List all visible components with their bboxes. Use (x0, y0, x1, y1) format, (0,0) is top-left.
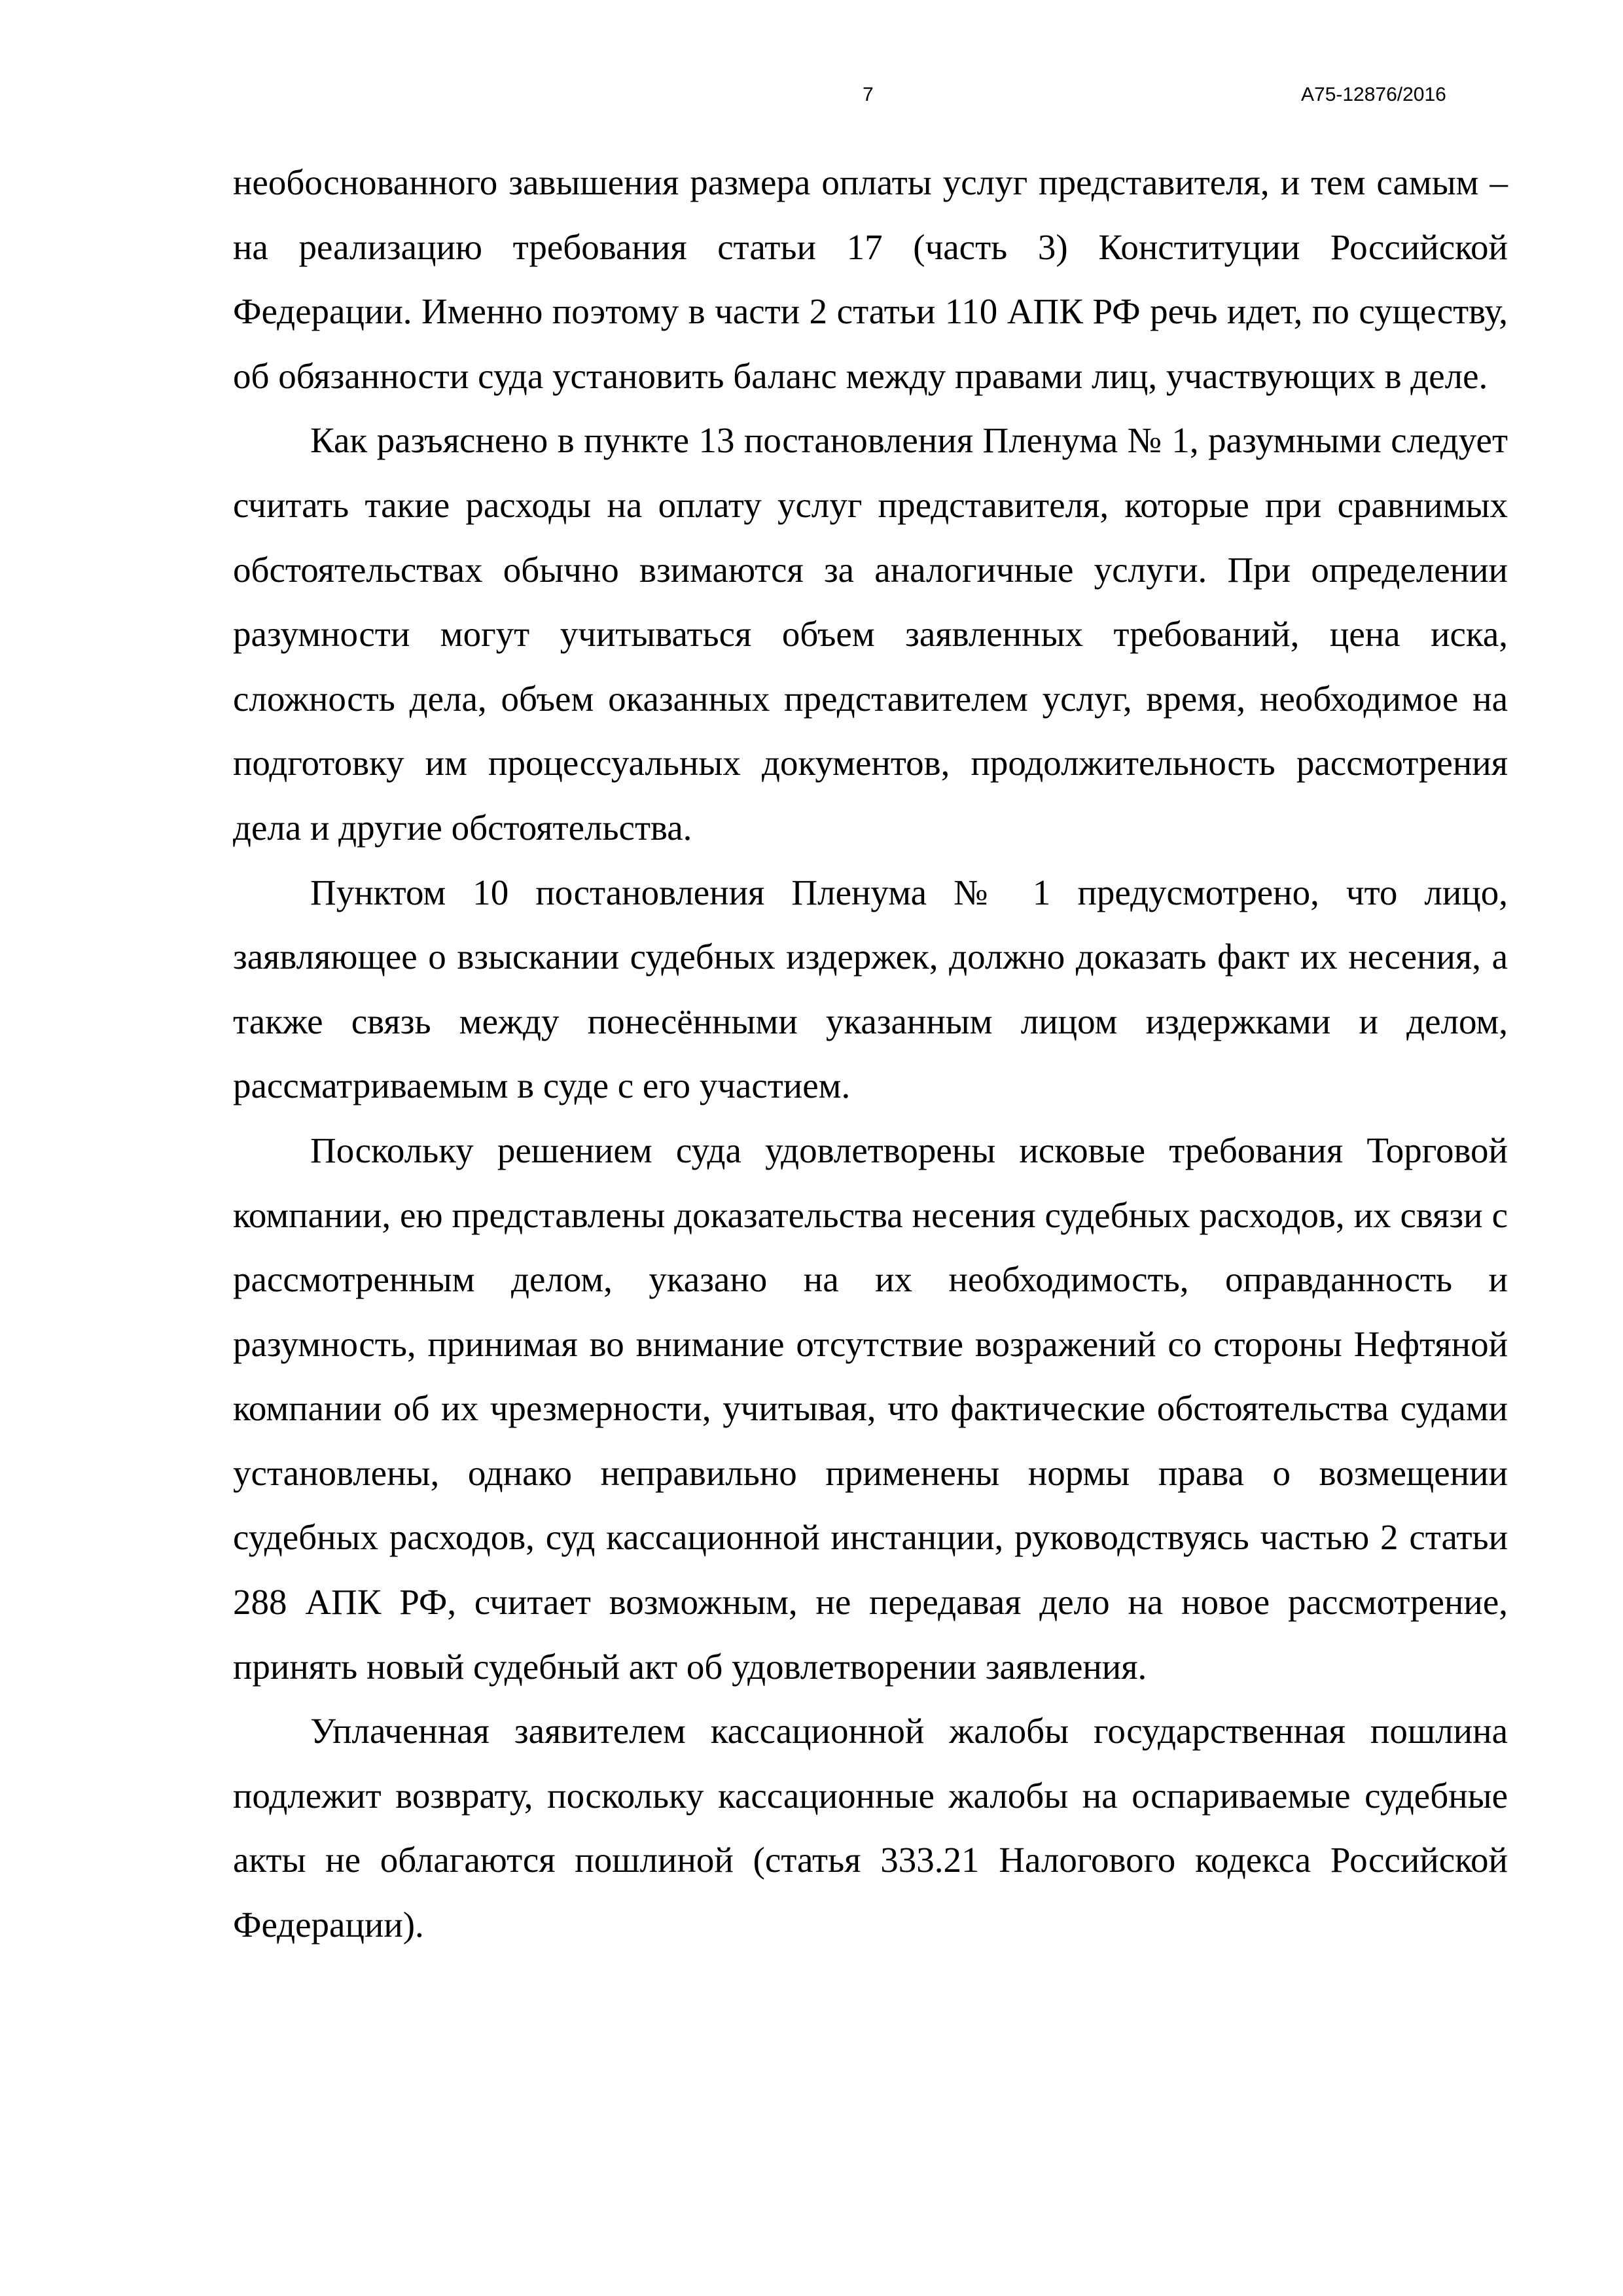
paragraph-reasonable-expenses: Как разъяснено в пункте 13 постановления Пленума № 1, разумными следует считать такие расходы на оплату услуг представителя, которые при сравнимых обстоятельствах обычно взимаются за аналогичные услуги. При определении разумности могут учитываться объем заявленных требований, цена иска, сложность дела, объем оказанных представителем услуг, время, необходимое на подготовку им процессуальных документов, продолжительность рассмотрения дела и другие обстоятельства. (233, 420, 1508, 848)
paragraph-burden-of-proof: Пунктом 10 постановления Пленума № 1 предусмотрено, что лицо, заявляющее о взыскании судебных издержек, должно доказать факт их несения, а также связь между понесёнными указанным лицом издержками и делом, рассматриваемым в суде с его участием. (233, 872, 1508, 1106)
page-header (0, 84, 1623, 117)
document-body (233, 151, 1508, 1958)
paragraph-state-duty-refund: Уплаченная заявителем кассационной жалобы государственная пошлина подлежит возврату, поскольку кассационные жалобы на оспариваемые судебные акты не облагаются пошлиной (статья 333.21 Налогового кодекса Российской Федерации). (233, 1711, 1508, 1945)
case-number: А75-12876/2016 (1301, 84, 1446, 105)
paragraph-court-conclusion: Поскольку решением суда удовлетворены исковые требования Торговой компании, ею представлены доказательства несения судебных расходов, их связи с рассмотренным делом, указано на их необходимость, оправданность и разумность, принимая во внимание отсутствие возражений со стороны Нефтяной компании об их чрезмерности, учитывая, что фактические обстоятельства судами установлены, однако неправильно применены нормы права о возмещении судебных расходов, суд кассационной инстанции, руководствуясь частью 2 статьи 288 АПК РФ, считает возможным, не передавая дело на новое рассмотрение, принять новый судебный акт об удовлетворении заявления. (233, 1130, 1508, 1687)
paragraph-continuation: необоснованного завышения размера оплаты услуг представителя, и тем самым – на реализацию требования статьи 17 (часть 3) Конституции Российской Федерации. Именно поэтому в части 2 статьи 110 АПК РФ речь идет, по существу, об обязанности суда установить баланс между правами лиц, участвующих в деле. (233, 162, 1508, 396)
page-number: 7 (863, 84, 874, 105)
